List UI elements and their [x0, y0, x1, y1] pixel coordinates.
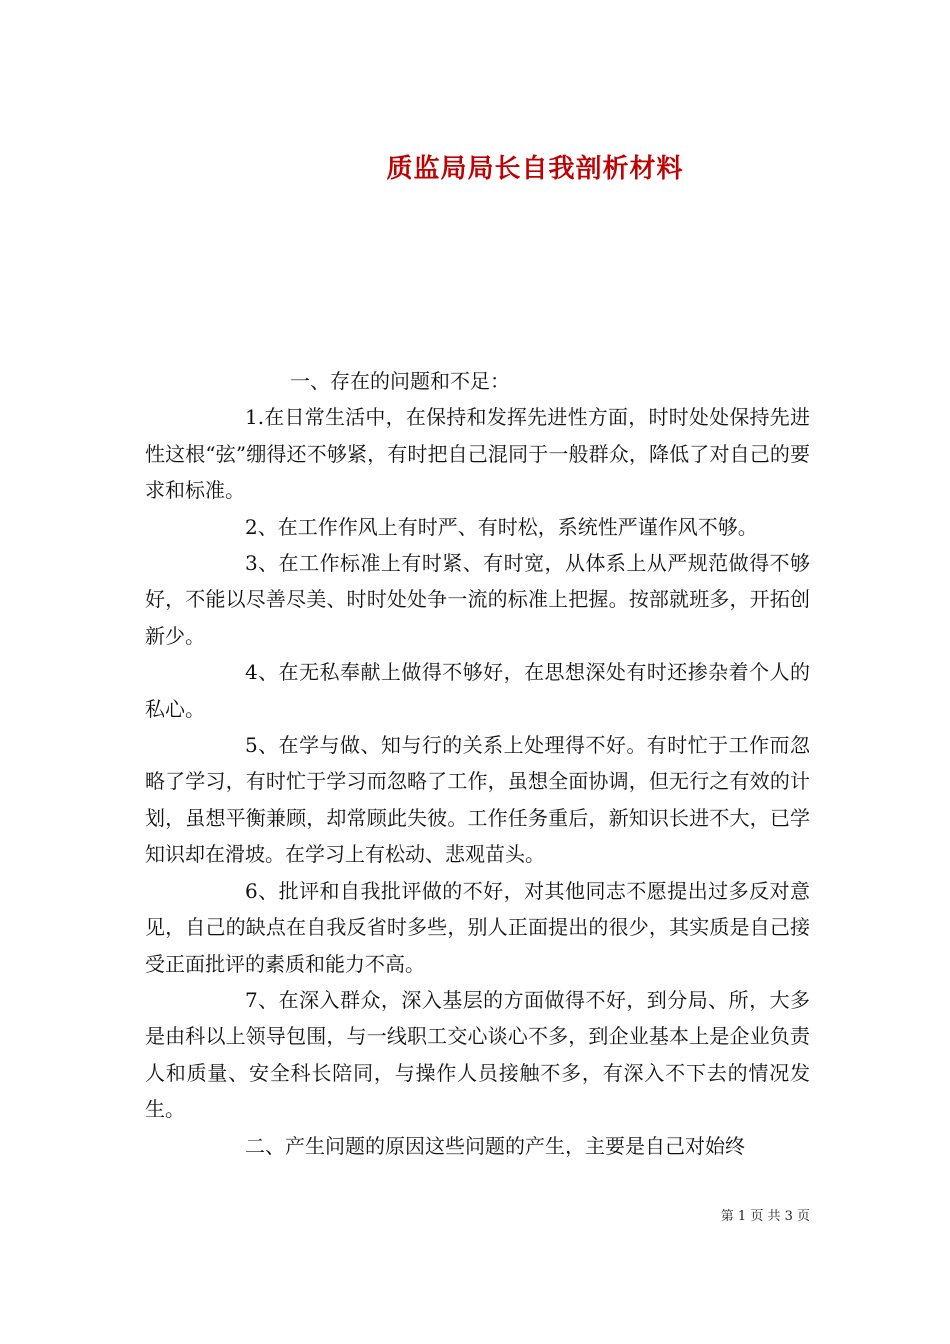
document-body: [145, 363, 810, 1164]
page-title: 质监局局长自我剖析材料: [386, 154, 684, 185]
section-heading-causes: 二、产生问题的原因这些问题的产生，主要是自己对始终: [245, 1133, 745, 1158]
paragraph-item-2: 2、在工作作风上有时严、有时松，系统性严谨作风不够。: [245, 514, 758, 539]
paragraph-item-3: 3、在工作标准上有时紧、有时宽，从体系上从严规范做得不够好，不能以尽善尽美、时时处处争一流的标准上把握。按部就班多，开拓创新少。: [145, 551, 810, 648]
paragraph-item-4: 4、在无私奉献上做得不够好，在思想深处有时还掺杂着个人的私心。: [145, 660, 810, 721]
paragraph-item-5: 5、在学与做、知与行的关系上处理得不好。有时忙于工作而忽略了学习，有时忙于学习而忽略了工作，虽想全面协调，但无行之有效的计划，虽想平衡兼顾，却常顾此失彼。工作任务重后，新知识长进不大，已学知识却在滑坡。在学习上有松动、悲观苗头。: [145, 733, 810, 867]
page-number-footer: 第 1 页 共 3 页: [720, 1209, 810, 1224]
paragraph-item-7: 7、在深入群众，深入基层的方面做得不好，到分局、所，大多是由科以上领导包围，与一线职工交心谈心不多，到企业基本上是企业负责人和质量、安全科长陪同，与操作人员接触不多，有深入不下去的情况发生。: [145, 987, 810, 1122]
paragraph-item-1: 1.在日常生活中，在保持和发挥先进性方面，时时处处保持先进性这根“弦”绷得还不够紧，有时把自己混同于一般群众，降低了对自己的要求和标准。: [145, 405, 810, 503]
paragraph-item-6: 6、批评和自我批评做的不好，对其他同志不愿提出过多反对意见，自己的缺点在自我反省时多些，别人正面提出的很少，其实质是自己接受正面批评的素质和能力不高。: [145, 878, 810, 976]
section-heading-problems: 一、存在的问题和不足：: [290, 369, 510, 393]
